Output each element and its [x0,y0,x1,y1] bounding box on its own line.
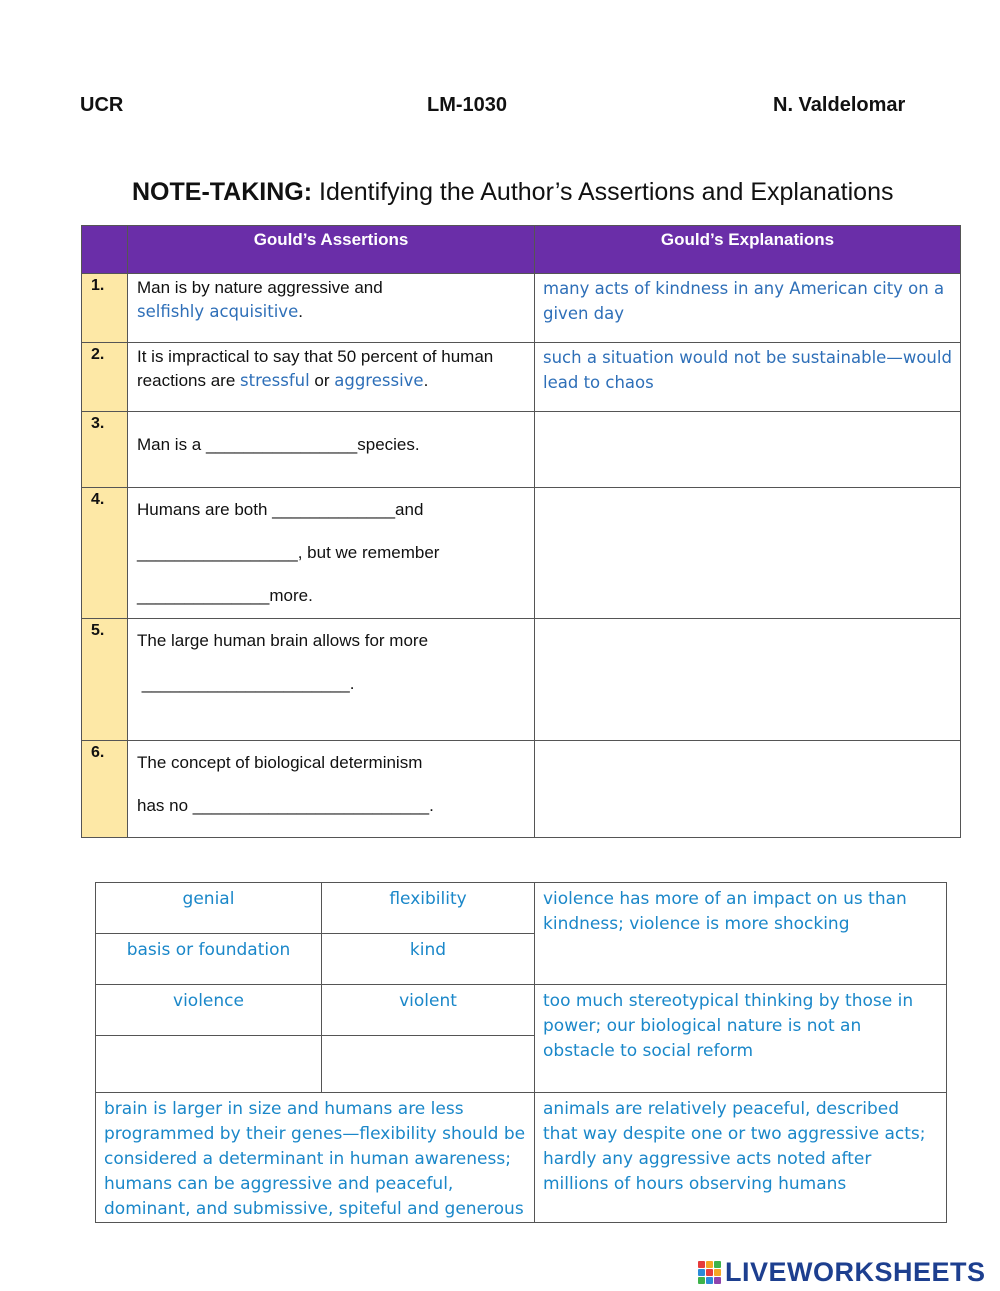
assertion-cell [128,741,535,838]
word-bank-option[interactable]: violent [322,985,535,1036]
assertion-cell [128,488,535,619]
assertion-text: has no _________________________. [137,796,434,815]
word-bank-option[interactable]: kind [322,934,535,985]
row-number: 3. [82,412,128,488]
assertion-cell [128,619,535,741]
explanation-cell [535,274,961,343]
logo-icon [698,1261,721,1284]
word-bank-empty-cell [96,1036,322,1093]
row-number: 1. [82,274,128,343]
row-number: 5. [82,619,128,741]
row-number: 4. [82,488,128,619]
word-bank-option[interactable]: violence has more of an impact on us than kindness; violence is more shocking [535,883,947,985]
assertion-text: or [309,371,335,390]
number-header-cell [82,226,128,274]
table-row [82,274,961,343]
explanation-cell[interactable] [535,412,961,488]
assertion-text: ______________________. [137,674,355,693]
explanation-text: many acts of kindness in any American city on a given day [543,279,945,323]
explanation-cell[interactable] [535,619,961,741]
header-institution: UCR [80,94,124,116]
assertion-cell [128,412,535,488]
explanation-cell [535,343,961,412]
liveworksheets-logo [698,1257,986,1288]
explanations-header: Gould’s Explanations [535,226,961,274]
assertion-cell [128,343,535,412]
assertion-text: Man is a ________________species. [137,435,420,454]
assertion-text: . [298,302,303,321]
word-bank-option[interactable]: too much stereotypical thinking by those in power; our biological nature is not an obstacle to social reform [535,985,947,1093]
answer-field[interactable]: stressful [240,371,310,390]
assertion-text: Man is by nature aggressive and [137,278,383,297]
table-row [82,343,961,412]
row-number: 6. [82,741,128,838]
table-header-row [82,226,961,274]
word-bank-option[interactable]: brain is larger in size and humans are less programmed by their genes—flexibility should be considered a determinant in human awareness; humans can be aggressive and peaceful, dominant, and submissive, spiteful and generous [96,1093,535,1223]
word-bank-option[interactable]: animals are relatively peaceful, described that way despite one or two aggressive acts; hardly any aggressive acts noted after millions of hours observing humans [535,1093,947,1223]
word-bank-option[interactable]: genial [96,883,322,934]
assertion-text: The large human brain allows for more [137,631,429,650]
title-bold: NOTE-TAKING: [132,178,313,206]
assertion-text: The concept of biological determinism [137,753,423,772]
assertion-text: ______________more. [137,586,313,605]
answer-field[interactable]: aggressive [334,371,424,390]
word-bank-empty-cell [322,1036,535,1093]
table-row [82,488,961,619]
row-number: 2. [82,343,128,412]
explanation-text: such a situation would not be sustainable—would lead to chaos [543,348,952,392]
assertions-header: Gould’s Assertions [128,226,535,274]
table-row [82,412,961,488]
assertion-text: _________________, but we remember [137,543,440,562]
assertions-table [81,225,961,838]
word-bank-table [95,882,947,1223]
assertion-text: . [423,371,429,390]
page-title [132,178,893,207]
word-bank-row [96,985,947,1036]
word-bank-option[interactable]: flexibility [322,883,535,934]
assertion-text: Humans are both _____________and [137,500,424,519]
assertion-text: It is impractical to say that 50 percent of human reactions are [137,347,494,390]
assertion-cell [128,274,535,343]
word-bank-option[interactable]: basis or foundation [96,934,322,985]
word-bank-row [96,1093,947,1223]
explanation-cell[interactable] [535,741,961,838]
header-course-code: LM-1030 [427,94,508,116]
header-author: N. Valdelomar [773,94,906,116]
table-row [82,619,961,741]
title-rest: Identifying the Author’s Assertions and Explanations [312,178,894,206]
answer-field[interactable]: selfishly acquisitive [137,302,299,321]
table-row [82,741,961,838]
word-bank-row [96,883,947,934]
logo-text: LIVEWORKSHEETS [725,1257,986,1287]
word-bank-option[interactable]: violence [96,985,322,1036]
explanation-cell[interactable] [535,488,961,619]
